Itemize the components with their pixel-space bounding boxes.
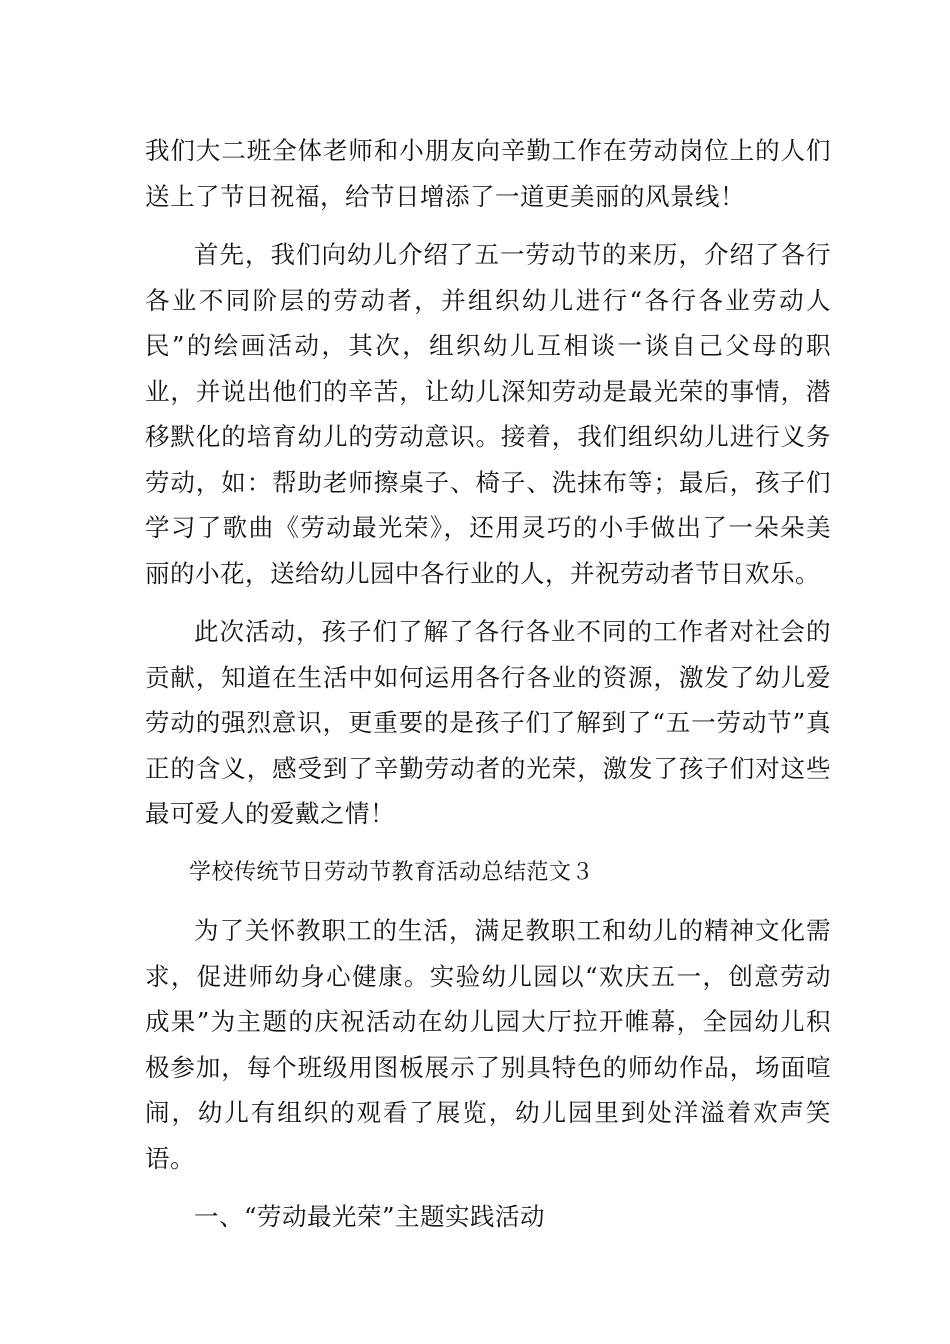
paragraph-outcome: 此次活动，孩子们了解了各行各业不同的工作者对社会的贡献，知道在生活中如何运用各行各业的资源，激发了幼儿爱劳动的强烈意识，更重要的是孩子们了解到了“五一劳动节”真正的含义，感受到了辛勤劳动者的光荣，激发了孩子们对这些最可爱人的爱戴之情！ <box>145 617 831 828</box>
paragraph-celebration: 为了关怀教职工的生活，满足教职工和幼儿的精神文化需求，促进师幼身心健康。实验幼儿园以“欢庆五一，创意劳动成果”为主题的庆祝活动在幼儿园大厅拉开帷幕，全园幼儿积极参加，每个班级用图板展示了别具特色的师幼作品，场面喧闹，幼儿有组织的观看了展览，幼儿园里到处洋溢着欢声笑语。 <box>145 916 831 1173</box>
paragraph-greeting: 我们大二班全体老师和小朋友向辛勤工作在劳动岗位上的人们送上了节日祝福，给节日增添了一道更美丽的风景线！ <box>145 136 831 211</box>
section-heading: 学校传统节日劳动节教育活动总结范文３ <box>189 859 595 885</box>
paragraph-activities: 首先，我们向幼儿介绍了五一劳动节的来历，介绍了各行各业不同阶层的劳动者，并组织幼儿进行“各行各业劳动人民”的绘画活动，其次，组织幼儿互相谈一谈自己父母的职业，并说出他们的辛苦，让幼儿深知劳动是最光荣的事情，潜移默化的培育幼儿的劳动意识。接着，我们组织幼儿进行义务劳动，如：帮助老师擦桌子、椅子、洗抹布等；最后，孩子们学习了歌曲《劳动最光荣》，还用灵巧的小手做出了一朵朵美丽的小花，送给幼儿园中各行业的人，并祝劳动者节日欢乐。 <box>145 240 831 588</box>
subsection-heading: 一、“劳动最光荣”主题实践活动 <box>194 1202 546 1231</box>
document-body <box>145 128 831 1253</box>
